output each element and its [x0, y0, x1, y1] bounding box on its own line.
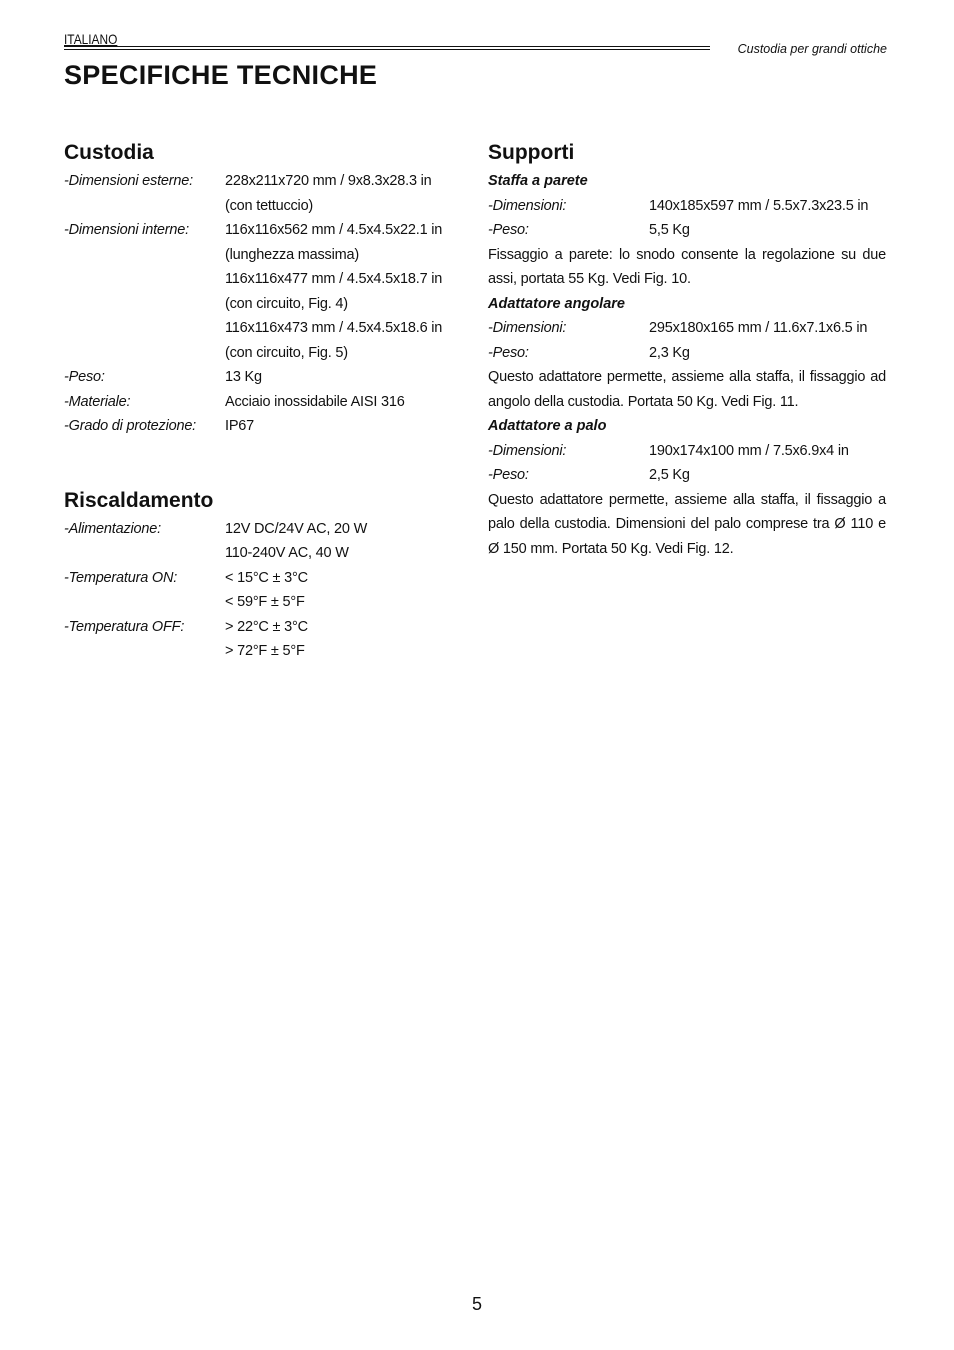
- supporti-title: Supporti: [488, 141, 575, 164]
- spec-value: > 72°F ± 5°F: [225, 643, 305, 659]
- spec-label: -Dimensioni esterne:: [64, 173, 193, 189]
- spec-row: [64, 267, 444, 292]
- spec-row: [488, 194, 886, 219]
- spec-value: 295x180x165 mm / 11.6x7.1x6.5 in: [649, 320, 868, 336]
- spec-label: [64, 292, 225, 317]
- spec-row: [488, 316, 886, 341]
- spec-row: [64, 639, 444, 664]
- spec-label: [64, 267, 225, 292]
- palo-description: Questo adattatore permette, assieme alla staffa, il fissaggio a palo della custodia. Dimensioni del palo comprese tra Ø 110 e Ø 150 mm. Portata 50 Kg. Vedi Fig. 12.: [488, 491, 886, 557]
- header-language: ITALIANO: [64, 31, 118, 47]
- spec-label: -Dimensioni:: [488, 320, 567, 336]
- spec-value: IP67: [225, 418, 255, 434]
- spec-value: < 15°C ± 3°C: [225, 569, 308, 586]
- spec-label: -Peso:: [488, 344, 529, 361]
- spec-row: [488, 439, 886, 464]
- spec-value: > 22°C ± 3°C: [225, 618, 308, 635]
- angolare-description: Questo adattatore permette, assieme alla staffa, il fissaggio ad angolo della custodia. Portata 50 Kg. Vedi Fig. 11.: [488, 369, 886, 410]
- spec-row: [488, 218, 886, 243]
- spec-value: 140x185x597 mm / 5.5x7.3x23.5 in: [649, 197, 869, 214]
- spec-row: [488, 463, 886, 488]
- spec-row: [64, 566, 444, 591]
- spec-row: [64, 243, 444, 268]
- spec-row: [64, 365, 444, 390]
- spec-row: [64, 390, 444, 415]
- spec-value: (con tettuccio): [225, 197, 314, 214]
- spec-label: -Dimensioni:: [488, 197, 567, 214]
- spec-value: 110-240V AC, 40 W: [225, 545, 349, 561]
- spec-label: [64, 243, 225, 268]
- spec-value: 13 Kg: [225, 369, 262, 385]
- spec-value: (con circuito, Fig. 4): [225, 295, 348, 312]
- spec-label: -Alimentazione:: [64, 520, 161, 537]
- custodia-title: Custodia: [64, 141, 154, 164]
- spec-row: [64, 414, 444, 439]
- spec-value: 190x174x100 mm / 7.5x6.9x4 in: [649, 442, 849, 459]
- spec-label: [64, 541, 225, 566]
- spec-label: -Temperatura OFF:: [64, 618, 185, 635]
- riscaldamento-title: Riscaldamento: [64, 488, 214, 512]
- spec-value: Acciaio inossidabile AISI 316: [225, 393, 405, 410]
- angolare-subtitle: Adattatore angolare: [488, 295, 625, 312]
- palo-subtitle: Adattatore a palo: [488, 418, 607, 434]
- spec-row: [64, 341, 444, 366]
- spec-row: [64, 169, 444, 194]
- spec-row: [64, 615, 444, 640]
- spec-value: 116x116x473 mm / 4.5x4.5x18.6 in: [225, 320, 443, 336]
- page-number: 5: [471, 1294, 482, 1314]
- spec-row: [64, 316, 444, 341]
- spec-value: 228x211x720 mm / 9x8.3x28.3 in: [225, 173, 432, 189]
- spec-value: 12V DC/24V AC, 20 W: [225, 520, 368, 537]
- section-gap: [64, 439, 444, 487]
- spec-label: [64, 341, 225, 366]
- header-doc-title: Custodia per grandi ottiche: [737, 42, 887, 56]
- spec-value: 2,3 Kg: [649, 344, 690, 361]
- custodia-specs: [64, 169, 444, 439]
- riscaldamento-specs: [64, 517, 444, 664]
- spec-row: [488, 341, 886, 366]
- spec-label: -Dimensioni:: [488, 442, 567, 459]
- spec-label: -Peso:: [64, 369, 105, 385]
- spec-label: -Grado di protezione:: [64, 418, 197, 434]
- spec-label: [64, 316, 225, 341]
- spec-row: [64, 292, 444, 317]
- spec-row: [64, 218, 444, 243]
- spec-value: 5,5 Kg: [649, 222, 690, 238]
- spec-label: [64, 639, 225, 664]
- spec-row: [64, 590, 444, 615]
- spec-value: (lunghezza massima): [225, 246, 359, 263]
- spec-label: -Dimensioni interne:: [64, 222, 189, 238]
- spec-label: [64, 194, 225, 219]
- spec-value: < 59°F ± 5°F: [225, 594, 305, 610]
- spec-value: 2,5 Kg: [649, 467, 690, 483]
- spec-value: 116x116x477 mm / 4.5x4.5x18.7 in: [225, 271, 443, 287]
- spec-label: -Materiale:: [64, 393, 131, 410]
- staffa-description: Fissaggio a parete: lo snodo consente la regolazione su due assi, portata 55 Kg. Vedi Fig. 10.: [488, 246, 886, 287]
- left-column: [64, 139, 444, 664]
- right-column: [488, 139, 886, 561]
- staffa-subtitle: Staffa a parete: [488, 173, 588, 189]
- spec-label: -Peso:: [488, 222, 529, 238]
- spec-label: -Peso:: [488, 467, 529, 483]
- spec-label: -Temperatura ON:: [64, 569, 178, 586]
- spec-value: (con circuito, Fig. 5): [225, 344, 348, 361]
- spec-row: [64, 194, 444, 219]
- spec-value: 116x116x562 mm / 4.5x4.5x22.1 in: [225, 222, 443, 238]
- header-rule-bottom: [64, 49, 710, 50]
- header-rule-top: [64, 46, 710, 47]
- spec-row: [64, 541, 444, 566]
- spec-row: [64, 517, 444, 542]
- spec-label: [64, 590, 225, 615]
- page-title: SPECIFICHE TECNICHE: [64, 60, 378, 90]
